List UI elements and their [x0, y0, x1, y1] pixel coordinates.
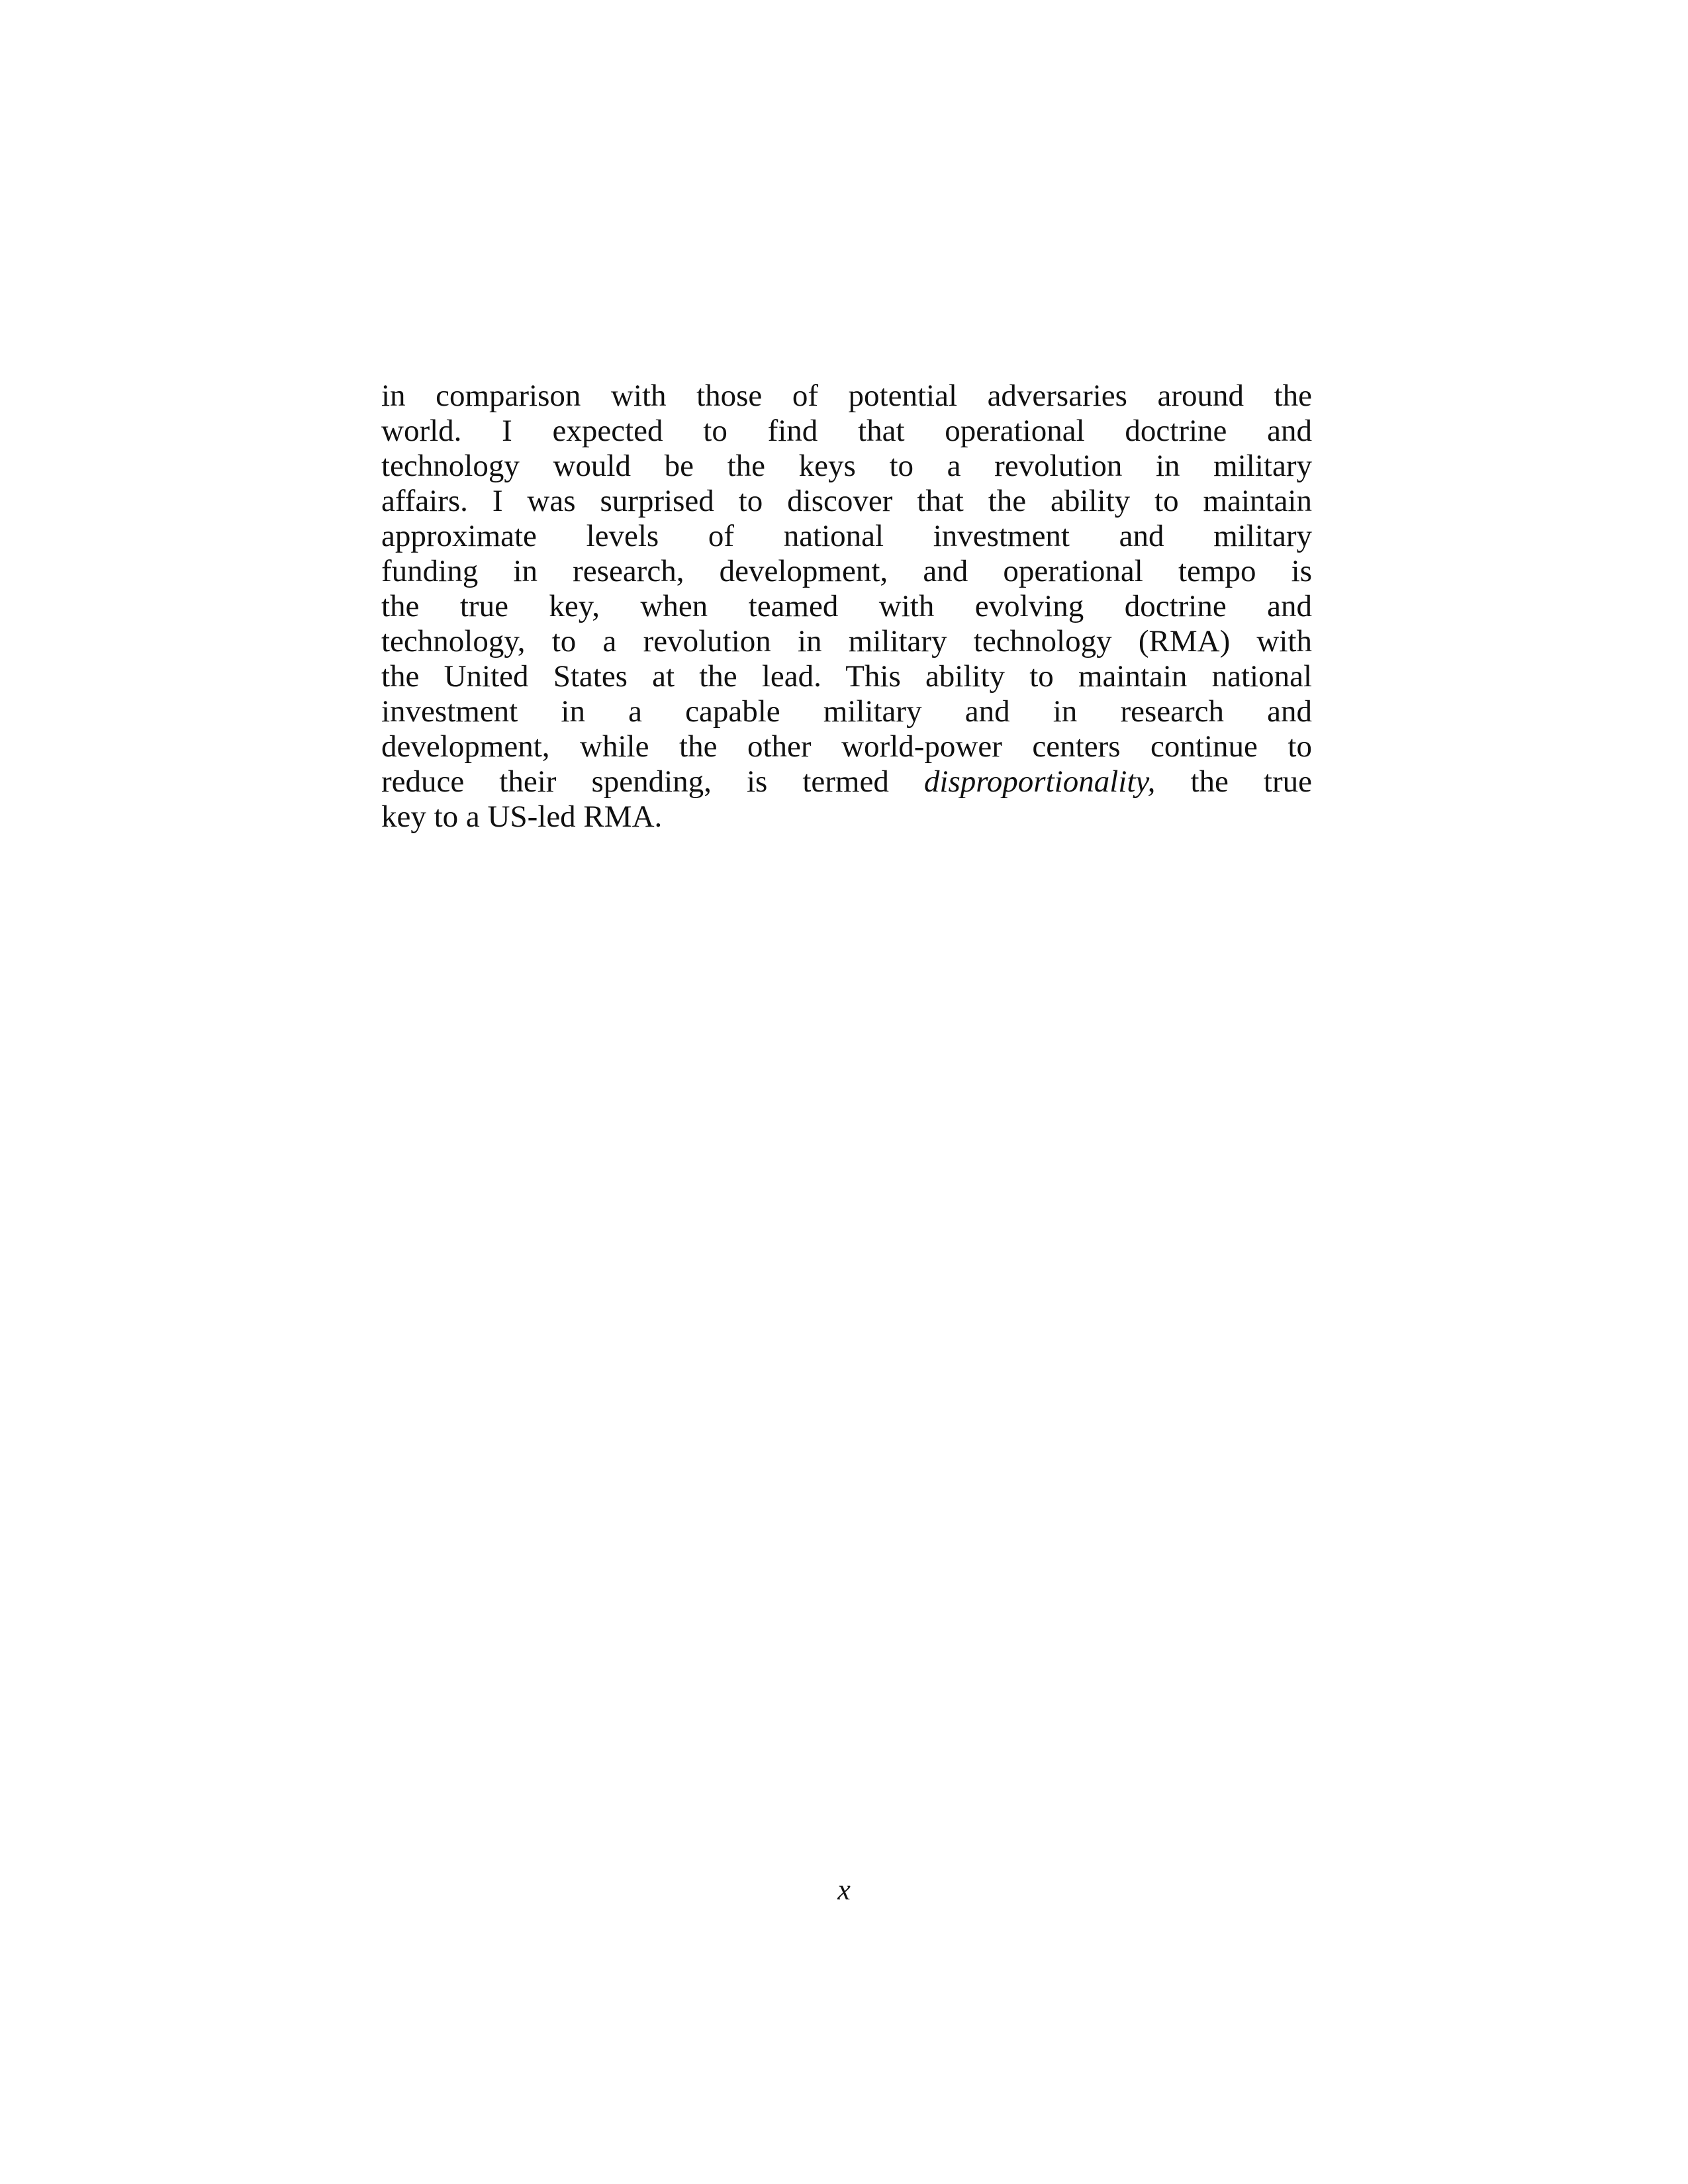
line-text: the true: [1155, 764, 1312, 799]
paragraph-line: the true key, when teamed with evolving doctrine and: [381, 589, 1312, 623]
paragraph-line: technology would be the keys to a revolution in military: [381, 449, 1312, 483]
paragraph-last-line: key to a US-led RMA.: [381, 799, 663, 834]
paragraph-line: world. I expected to find that operational doctrine and: [381, 414, 1312, 448]
paragraph-line: the United States at the lead. This ability to maintain national: [381, 659, 1312, 694]
paragraph-line: investment in a capable military and in research and: [381, 694, 1312, 729]
emphasized-term: disproportionality,: [923, 764, 1156, 799]
body-paragraph: [381, 379, 1312, 835]
line-text: reduce their spending, is termed: [381, 764, 924, 799]
paragraph-line: development, while the other world-power centers continue to: [381, 729, 1312, 764]
paragraph-line: approximate levels of national investment and military: [381, 519, 1312, 553]
paragraph-line-emphasis: [381, 764, 1312, 799]
paragraph-line: affairs. I was surprised to discover that the ability to maintain: [381, 484, 1312, 518]
paragraph-line: technology, to a revolution in military technology (RMA) with: [381, 624, 1312, 659]
page-number: x: [837, 1874, 851, 1906]
paragraph-line: in comparison with those of potential adversaries around the: [381, 379, 1312, 413]
paragraph-line: funding in research, development, and operational tempo is: [381, 554, 1312, 588]
